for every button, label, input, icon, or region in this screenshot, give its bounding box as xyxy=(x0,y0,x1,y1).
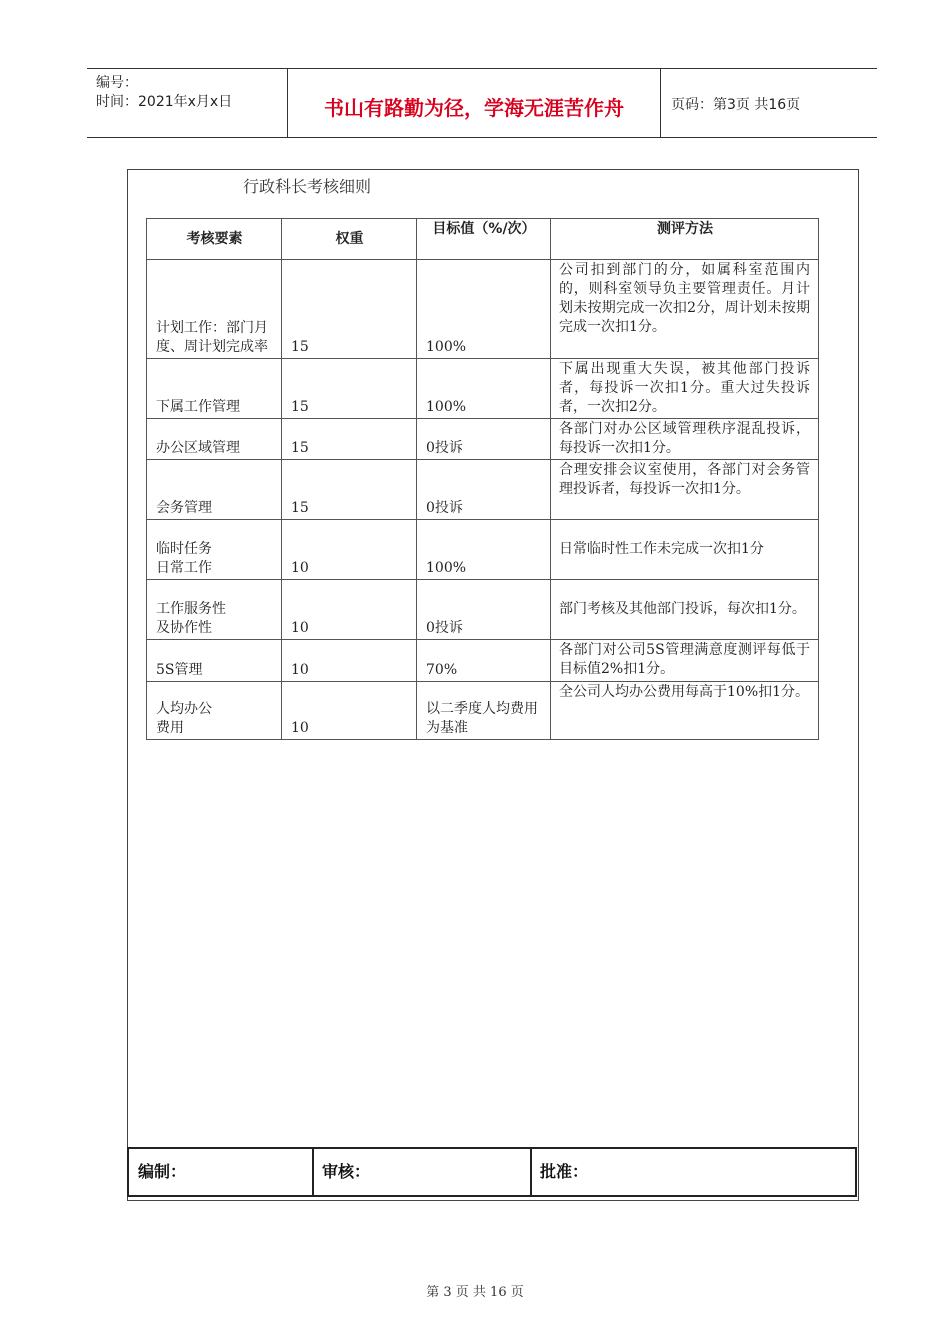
element-cell: 工作服务性 及协作性 xyxy=(147,580,282,640)
table-body xyxy=(147,260,819,740)
weight-cell: 15 xyxy=(282,359,417,419)
table-row xyxy=(147,682,819,740)
weight-cell: 15 xyxy=(282,260,417,359)
table-row xyxy=(147,640,819,682)
target-cell: 0投诉 xyxy=(417,419,551,460)
method-cell: 日常临时性工作未完成一次扣1分 xyxy=(551,520,819,580)
target-cell: 70% xyxy=(417,640,551,682)
target-cell: 0投诉 xyxy=(417,580,551,640)
header-meta-cell xyxy=(87,69,288,137)
table-row xyxy=(147,520,819,580)
method-cell: 部门考核及其他部门投诉，每次扣1分。 xyxy=(551,580,819,640)
page-footer: 第 3 页 共 16 页 xyxy=(426,1285,524,1300)
column-header-element: 考核要素 xyxy=(147,219,282,260)
element-cell: 下属工作管理 xyxy=(147,359,282,419)
weight-cell: 10 xyxy=(282,640,417,682)
weight-cell: 10 xyxy=(282,682,417,740)
page-number-label: 页码：第3页 共16页 xyxy=(671,97,801,113)
element-cell: 办公区域管理 xyxy=(147,419,282,460)
target-cell: 0投诉 xyxy=(417,460,551,520)
target-cell: 100% xyxy=(417,520,551,580)
element-cell: 计划工作：部门月度、周计划完成率 xyxy=(147,260,282,359)
method-cell: 各部门对公司5S管理满意度测评每低于目标值2%扣1分。 xyxy=(551,640,819,682)
number-label: 编号： xyxy=(96,75,138,91)
table-row xyxy=(147,580,819,640)
table-row xyxy=(147,359,819,419)
column-header-method: 测评方法 xyxy=(551,219,819,260)
method-cell: 合理安排会议室使用，各部门对会务管理投诉者，每投诉一次扣1分。 xyxy=(551,460,819,520)
weight-cell: 10 xyxy=(282,580,417,640)
target-cell: 100% xyxy=(417,260,551,359)
weight-cell: 15 xyxy=(282,419,417,460)
column-header-weight: 权重 xyxy=(282,219,417,260)
element-cell: 临时任务 日常工作 xyxy=(147,520,282,580)
approved-by-label: 批准： xyxy=(540,1162,589,1181)
table-row xyxy=(147,460,819,520)
method-cell: 各部门对办公区域管理秩序混乱投诉，每投诉一次扣1分。 xyxy=(551,419,819,460)
page-header xyxy=(87,68,877,138)
method-cell: 公司扣到部门的分，如属科室范围内的，则科室领导负主要管理责任。月计划未按期完成一次扣2分，周计划未按期完成一次扣1分。 xyxy=(551,260,819,359)
signoff-bar xyxy=(127,1147,857,1197)
table-row xyxy=(147,260,819,359)
slogan: 书山有路勤为径，学海无涯苦作舟 xyxy=(324,96,624,120)
method-cell: 全公司人均办公费用每高于10%扣1分。 xyxy=(551,682,819,740)
header-slogan-cell xyxy=(288,69,661,137)
element-cell: 5S管理 xyxy=(147,640,282,682)
reviewed-by-label: 审核： xyxy=(322,1162,371,1181)
signoff-divider xyxy=(312,1149,314,1195)
evaluation-table xyxy=(146,218,819,740)
element-cell: 会务管理 xyxy=(147,460,282,520)
table-row xyxy=(147,419,819,460)
time-label: 时间：2021年x月x日 xyxy=(96,94,233,110)
compiled-by-label: 编制： xyxy=(138,1162,187,1181)
weight-cell: 15 xyxy=(282,460,417,520)
target-cell: 以二季度人均费用为基准 xyxy=(417,682,551,740)
document-title: 行政科长考核细则 xyxy=(243,177,372,196)
target-cell: 100% xyxy=(417,359,551,419)
method-cell: 下属出现重大失误，被其他部门投诉者，每投诉一次扣1分。重大过失投诉者，一次扣2分。 xyxy=(551,359,819,419)
header-page-cell xyxy=(661,69,877,137)
element-cell: 人均办公 费用 xyxy=(147,682,282,740)
table-header-row xyxy=(147,219,819,260)
signoff-divider xyxy=(530,1149,532,1195)
weight-cell: 10 xyxy=(282,520,417,580)
column-header-target: 目标值（%/次） xyxy=(417,219,551,260)
